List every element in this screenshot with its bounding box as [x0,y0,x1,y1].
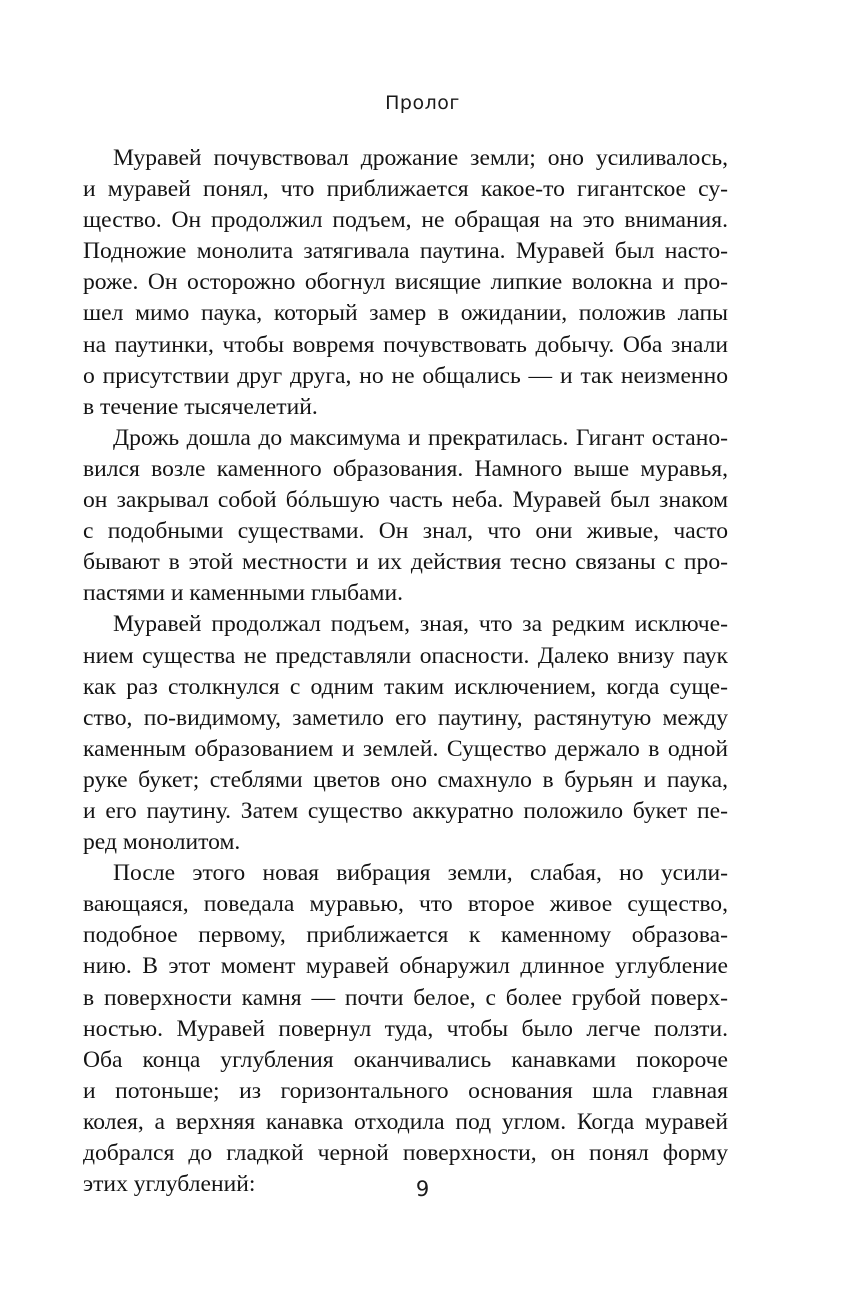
text-line: пастями и каменными глыбами. [83,580,403,607]
text-line: щество. Он продолжил подъем, не обращая на это внимания. [83,207,728,234]
text-line: нием существа не представляли опасности. Далеко внизу паук [83,642,728,669]
text-line: подобное первому, приближается к каменному образова- [83,922,728,949]
text-line: Подножие монолита затягивала паутина. Муравей был насто- [83,238,728,265]
text-line: и потоньше; из горизонтального основания шла главная [83,1077,728,1104]
text-line: После этого новая вибрация земли, слабая, но усили- [113,860,728,887]
text-line: о присутствии друг друга, но не общались — и так неизменно [83,362,728,389]
text-line: колея, а верхняя канавка отходила под углом. Когда муравей [83,1108,728,1135]
text-line: руке букет; стеблями цветов оно смахнуло в бурьян и паука, [83,766,728,793]
paragraph [83,143,728,423]
page-number: 9 [415,1177,430,1201]
body-text [83,143,728,1200]
text-line: ред монолитом. [83,829,241,856]
text-line: роже. Он осторожно обогнул висящие липкие волокна и про- [83,269,728,296]
text-line: и его паутину. Затем существо аккуратно положило букет пе- [83,797,728,824]
paragraph [83,858,728,1200]
text-line: вающаяся, поведала муравью, что второе живое существо, [83,891,728,918]
text-line: Муравей продолжал подъем, зная, что за редким исключе- [113,611,728,638]
text-line: вился возле каменного образования. Намного выше муравья, [83,455,728,482]
text-line: Дрожь дошла до максимума и прекратилась. Гигант остано- [113,424,728,451]
running-head: Пролог [385,92,460,114]
text-line: каменным образованием и землей. Существо держало в одной [83,735,728,762]
text-line: бывают в этой местности и их действия тесно связаны с про- [83,549,728,576]
text-line: добрался до гладкой черной поверхности, он понял форму [83,1140,728,1166]
text-line: этих углублений: [83,1171,256,1198]
text-line: ство, по-видимому, заметило его паутину, растянутую между [83,704,728,731]
text-line: шел мимо паука, который замер в ожидании, положив лапы [83,300,728,327]
text-line: в течение тысячелетий. [83,393,318,420]
text-line: ностью. Муравей повернул туда, чтобы было легче ползти. [83,1015,728,1042]
text-line: Оба конца углубления оканчивались канавками покороче [83,1046,728,1073]
paragraph [83,609,728,858]
text-line: нию. В этот момент муравей обнаружил длинное углубление [83,953,728,980]
text-line: как раз столкнулся с одним таким исключением, когда суще- [83,673,728,700]
paragraph [83,423,728,610]
text-line: в поверхности камня — почти белое, с более грубой поверх- [83,984,728,1011]
text-line: и муравей понял, что приближается какое-то гигантское су- [83,176,728,203]
text-line: Муравей почувствовал дрожание земли; оно усиливалось, [113,145,728,171]
text-line: с подобными существами. Он знал, что они живые, часто [83,518,728,545]
text-line: он закрывал собой бóльшую часть неба. Муравей был знаком [83,487,728,514]
text-line: на паутинки, чтобы вовремя почувствовать добычу. Оба знали [83,331,728,358]
